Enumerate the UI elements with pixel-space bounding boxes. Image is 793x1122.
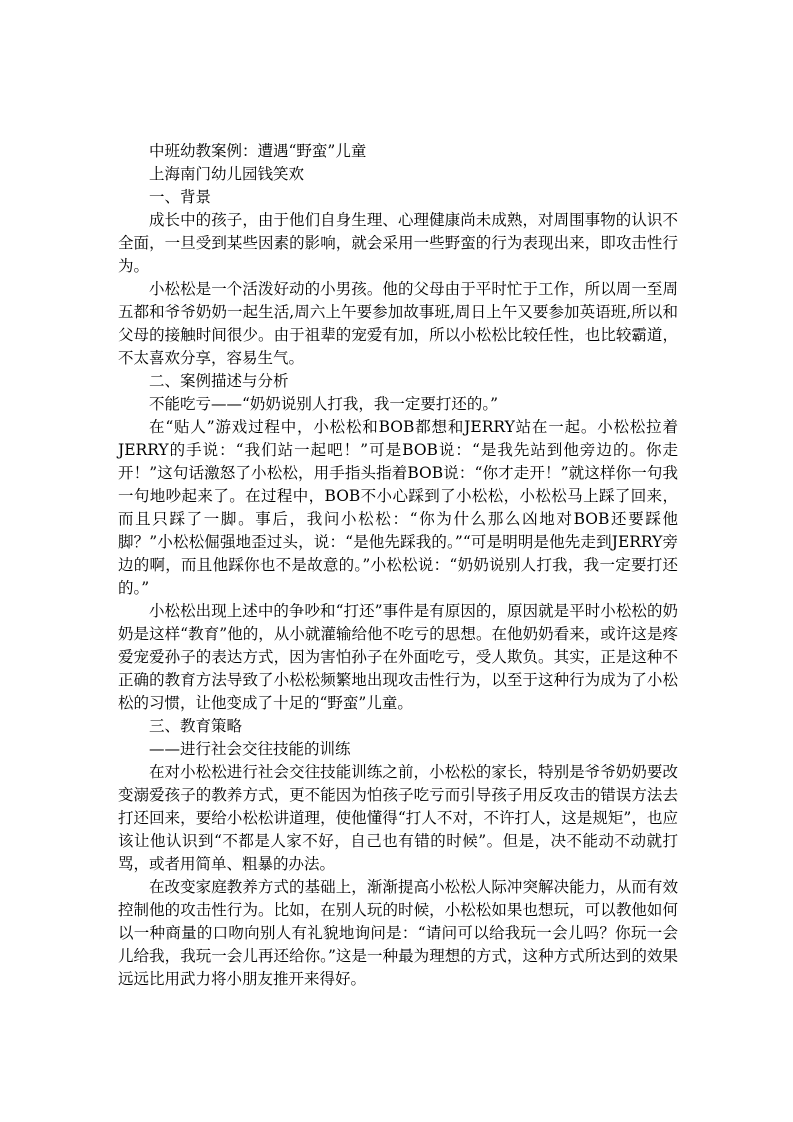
paragraph-strategy-1: 在对小松松进行社会交往技能训练之前，小松松的家长，特别是爷爷奶奶要改变溺爱孩子的教养方式，更不能因为怕孩子吃亏而引导孩子用反攻击的错误方法去打还回来，要给小松松讲道理，使他懂得“打人不对，不许打人，这是规矩”，也应该让他认识到“不都是人家不好，自己也有错的时候”。但是，决不能动不动就打骂，或者用简单、粗暴的办法。	[118, 763, 678, 873]
document-author: 上海南门幼儿园钱笑欢	[149, 165, 305, 183]
paragraph-strategy-2: 在改变家庭教养方式的基础上，渐渐提高小松松人际冲突解决能力，从而有效控制他的攻击性行为。比如，在别人玩的时候，小松松如果也想玩，可以教他如何以一种商量的口吻向别人有礼貌地询问是：“请问可以给我玩一会儿吗？你玩一会儿给我，我玩一会儿再还给你。”这是一种最为理想的方式，这种方式所达到的效果远远比用武力将小朋友推开来得好。	[118, 878, 678, 988]
section-heading-case: 二、案例描述与分析	[149, 372, 289, 390]
document-page	[118, 140, 678, 991]
section-heading-background: 一、背景	[149, 188, 212, 206]
document-title: 中班幼教案例：遭遇“野蛮”儿童	[149, 142, 367, 160]
paragraph-case-2: 小松松出现上述中的争吵和“打还”事件是有原因的，原因就是平时小松松的奶奶是这样“教育”他的，从小就灌输给他不吃亏的思想。在他奶奶看来，或许这是疼爱宠爱孙子的表达方式，因为害怕孙子在外面吃亏，受人欺负。其实，正是这种不正确的教育方法导致了小松松频繁地出现攻击性行为，以至于这种行为成为了小松松的习惯，让他变成了十足的“野蛮”儿童。	[118, 602, 678, 712]
section-heading-strategy: 三、教育策略	[149, 717, 243, 735]
paragraph-background-2: 小松松是一个活泼好动的小男孩。他的父母由于平时忙于工作，所以周一至周五都和爷爷奶奶一起生活,周六上午要参加故事班,周日上午又要参加英语班,所以和父母的接触时间很少。由于祖辈的宠爱有加，所以小松松比较任性，也比较霸道，不太喜欢分享，容易生气。	[118, 280, 678, 367]
strategy-subheading: ——进行社会交往技能的训练	[149, 740, 351, 758]
paragraph-background-1: 成长中的孩子，由于他们自身生理、心理健康尚未成熟，对周围事物的认识不全面，一旦受到某些因素的影响，就会采用一些野蛮的行为表现出来，即攻击性行为。	[118, 211, 678, 275]
paragraph-case-1: 在“贴人”游戏过程中，小松松和BOB都想和JERRY站在一起。小松松拉着JERRY的手说：“我们站一起吧！”可是BOB说：“是我先站到他旁边的。你走开！”这句话激怒了小松松，用手指头指着BOB说：“你才走开！”就这样你一句我一句地吵起来了。在过程中，BOB不小心踩到了小松松，小松松马上踩了回来，而且只踩了一脚。事后，我问小松松：“你为什么那么凶地对BOB还要踩他脚？”小松松倔强地歪过头，说：“是他先踩我的。”“可是明明是他先走到JERRY旁边的啊，而且他踩你也不是故意的。”小松松说：“奶奶说别人打我，我一定要打还的。”	[118, 418, 678, 597]
case-subheading: 不能吃亏——“奶奶说别人打我，我一定要打还的。”	[149, 395, 499, 413]
